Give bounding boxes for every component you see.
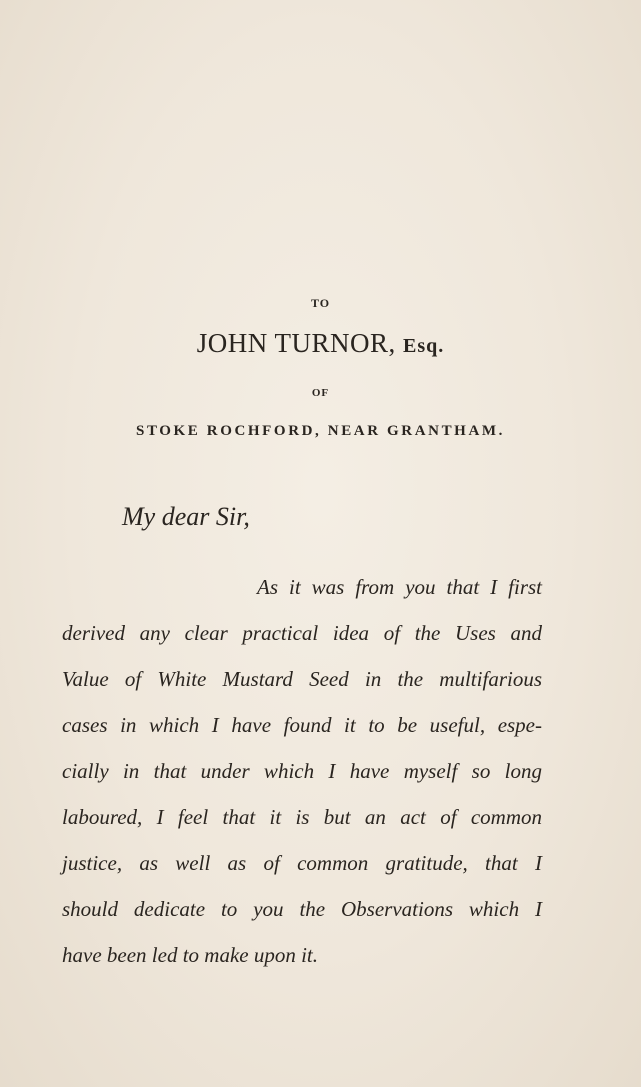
letter-line: cases in which I have found it to be useful, espe- bbox=[62, 713, 542, 737]
letter-line: laboured, I feel that it is but an act of common bbox=[62, 805, 542, 829]
dedicatee-name bbox=[0, 328, 641, 359]
salutation: My dear Sir, bbox=[122, 502, 250, 531]
dedication-to: TO bbox=[310, 296, 331, 310]
dedicatee-name-main: JOHN TURNOR, bbox=[196, 328, 404, 358]
dedicatee-place: STOKE ROCHFORD, NEAR GRANTHAM. bbox=[136, 423, 505, 439]
dedication-of: OF bbox=[311, 387, 330, 399]
letter-line: have been led to make upon it. bbox=[62, 943, 318, 967]
dedicatee-title: Esq. bbox=[403, 335, 445, 357]
letter-line: Value of White Mustard Seed in the multifarious bbox=[62, 667, 542, 691]
letter-line: should dedicate to you the Observations which I bbox=[62, 897, 542, 921]
letter-line: derived any clear practical idea of the Uses and bbox=[62, 621, 542, 645]
letter-line: justice, as well as of common gratitude, that I bbox=[62, 851, 542, 875]
letter-line: As it was from you that I first bbox=[257, 575, 542, 599]
letter-line: cially in that under which I have myself so long bbox=[62, 759, 542, 783]
